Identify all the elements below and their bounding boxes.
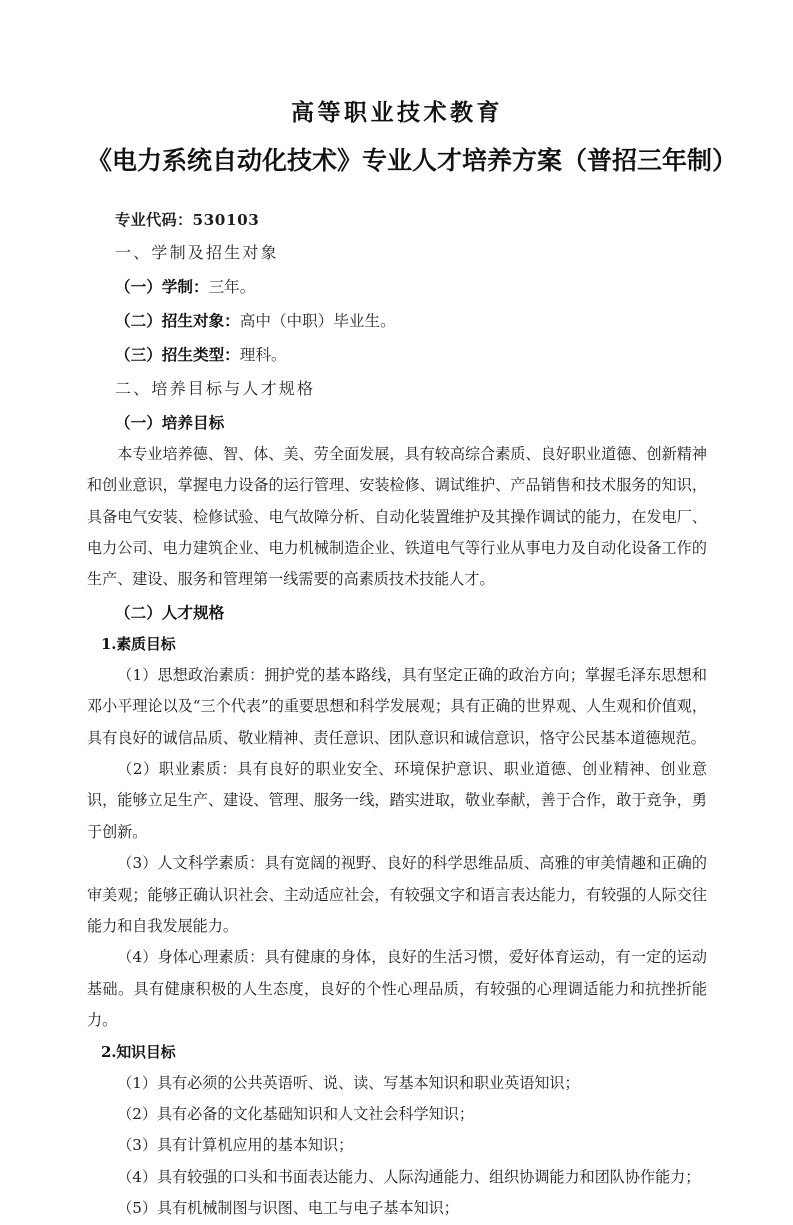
quality-goal-item-2: （2）职业素质：具有良好的职业安全、环境保护意识、职业道德、创业精神、创业意识，能够立足生产、建设、管理、服务一线，踏实进取，敬业奉献，善于合作，敢于竞争，勇于创新。 bbox=[87, 760, 707, 841]
section-1-item-2 bbox=[87, 304, 707, 338]
section-1-item-2-label: （二）招生对象： bbox=[115, 310, 240, 330]
training-objective-paragraph: 本专业培养德、智、体、美、劳全面发展，具有较高综合素质、良好职业道德、创新精神和创业意识，掌握电力设备的运行管理、安装检修、调试维护、产品销售和技术服务的知识，具备电气安装、检修试验、电气故障分析、自动化装置维护及其操作调试的能力，在发电厂、电力公司、电力建筑企业、电力机械制造企业、铁道电气等行业从事电力及自动化设备工作的生产、建设、服务和管理第一线需要的高素质技术技能人才。 bbox=[87, 444, 707, 589]
section-2-sub-1-heading: （一）培养目标 bbox=[115, 412, 225, 432]
section-1-item-1 bbox=[87, 270, 707, 304]
quality-goals-heading: 1.素质目标 bbox=[101, 634, 176, 653]
quality-goal-item-1: （1）思想政治素质：拥护党的基本路线，具有坚定正确的政治方向；掌握毛泽东思想和邓小平理论以及“三个代表”的重要思想和科学发展观；具有正确的世界观、人生观和价值观，具有良好的诚信品质、敬业精神、责任意识、团队意识和诚信意识，恪守公民基本道德规范。 bbox=[87, 665, 707, 747]
section-1-item-3 bbox=[87, 338, 707, 372]
knowledge-goal-item-4: （4）具有较强的口头和书面表达能力、人际沟通能力、组织协调能力和团队协作能力； bbox=[117, 1167, 701, 1186]
knowledge-goal-item-3: （3）具有计算机应用的基本知识； bbox=[117, 1136, 354, 1155]
section-1-item-3-value: 理科。 bbox=[239, 345, 287, 364]
major-code-value: 530103 bbox=[192, 210, 260, 229]
section-1-item-2-value: 高中（中职）毕业生。 bbox=[239, 311, 396, 330]
section-heading-2: 二、培养目标与人才规格 bbox=[115, 378, 316, 398]
knowledge-goal-item-5: （5）具有机械制图与识图、电工与电子基本知识； bbox=[117, 1199, 459, 1218]
section-1-item-3-label: （三）招生类型： bbox=[115, 344, 240, 364]
knowledge-goal-item-2: （2）具有必备的文化基础知识和人文社会科学知识； bbox=[117, 1105, 474, 1124]
section-2-sub-2-heading: （二）人才规格 bbox=[115, 602, 225, 622]
knowledge-goals-heading: 2.知识目标 bbox=[101, 1042, 176, 1061]
document-title-primary: 高等职业技术教育 bbox=[291, 100, 503, 126]
major-code-row bbox=[87, 205, 707, 236]
quality-goal-item-3: （3）人文科学素质：具有宽阔的视野、良好的科学思维品质、高雅的审美情趣和正确的审美观；能够正确认识社会、主动适应社会，有较强文字和语言表达能力，有较强的人际交往能力和自我发展能力。 bbox=[87, 854, 707, 936]
section-1-item-1-value: 三年。 bbox=[208, 277, 256, 296]
section-heading-1: 一、学制及招生对象 bbox=[115, 242, 279, 262]
document-title-secondary: 《电力系统自动化技术》专业人才培养方案（普招三年制） bbox=[87, 145, 738, 175]
quality-goal-item-4: （4）身体心理素质：具有健康的身体，良好的生活习惯，爱好体育运动，有一定的运动基础。具有健康积极的人生态度，良好的个性心理品质，有较强的心理调适能力和抗挫折能力。 bbox=[87, 948, 707, 1030]
section-1-item-1-label: （一）学制： bbox=[115, 276, 209, 296]
knowledge-goal-item-1: （1）具有必须的公共英语听、说、读、写基本知识和职业英语知识； bbox=[117, 1073, 580, 1092]
major-code-label: 专业代码： bbox=[115, 210, 193, 229]
